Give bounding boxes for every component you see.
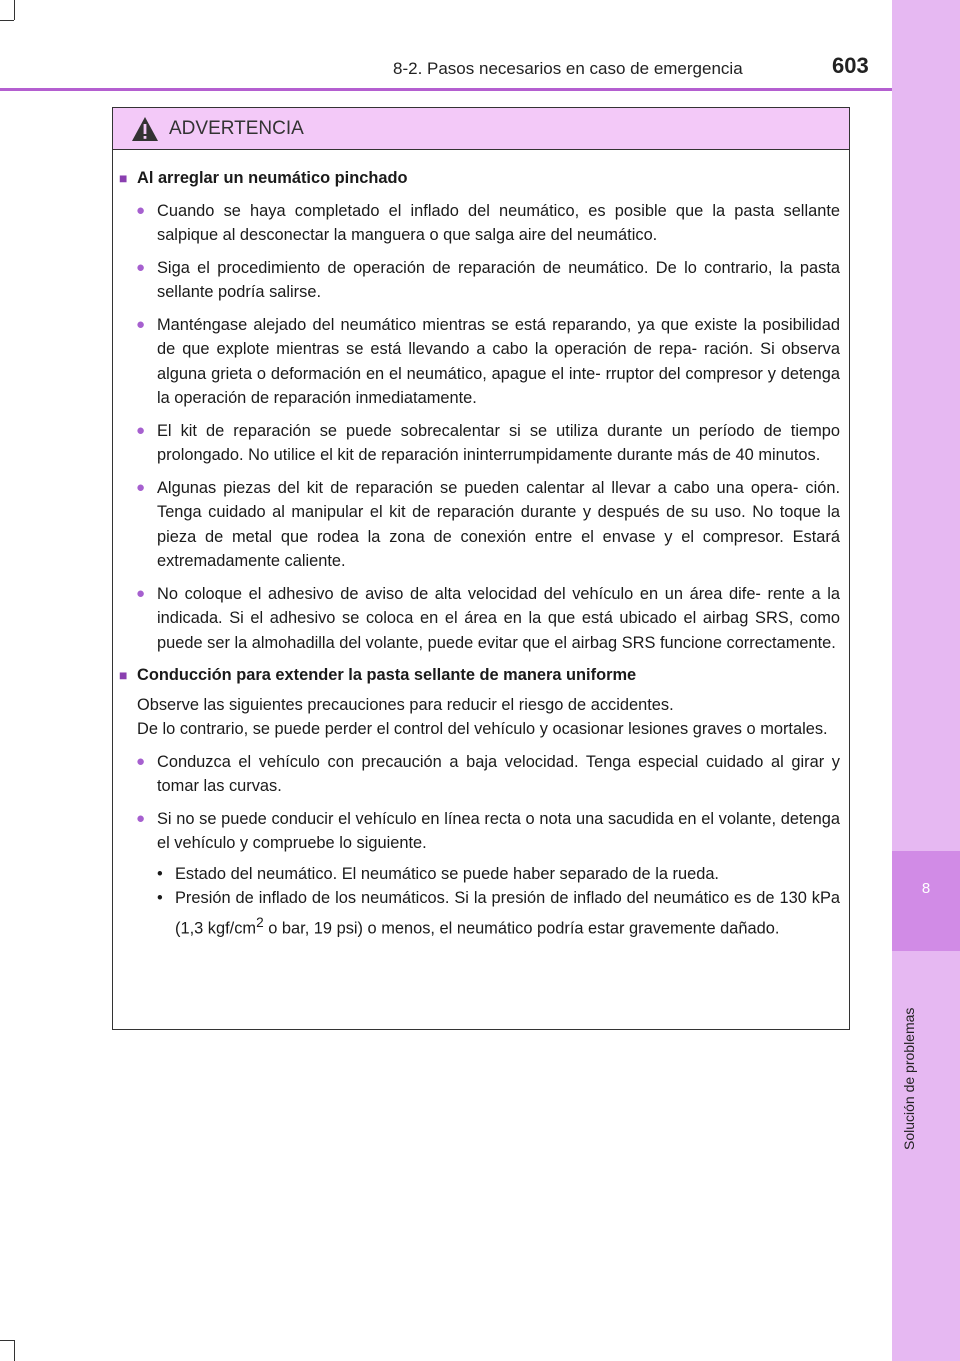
square-bullet-icon: ■: [119, 170, 128, 186]
list-item: ● No coloque el adhesivo de aviso de alta velocidad del vehículo en un área dife- rente a la indicada. Si el adhesivo se coloca en el área en la que está ubicado el airbag SRS, como puede ser la almohadilla del volante, puede evitar que el airbag SRS funcione correctamente.: [119, 582, 840, 656]
warning-triangle-icon: [131, 116, 159, 142]
list-item: ● Conduzca el vehículo con precaución a baja velocidad. Tenga especial cuidado al girar y tomar las curvas.: [119, 750, 840, 799]
list-item: ● Algunas piezas del kit de reparación se pueden calentar al llevar a cabo una opera- ción. Tenga cuidado al manipular el kit de reparación durante y después de su uso. No toque la pieza de metal que rodea la zona de conexión entre el envase y el compresor. Estará extremadamente caliente.: [119, 476, 840, 574]
list-item: ● Si no se puede conducir el vehículo en línea recta o nota una sacudida en el volante, detenga el vehículo y compruebe lo siguiente.: [119, 807, 840, 856]
list-item: ● Cuando se haya completado el inflado del neumático, es posible que la pasta sellante salpique al desconectar la manguera o que salga aire del neumático.: [119, 199, 840, 248]
warning-body: [113, 150, 849, 940]
circle-bullet-icon: ●: [136, 584, 146, 602]
paragraph: De lo contrario, se puede perder el control del vehículo y ocasionar lesiones graves o mortales.: [137, 720, 828, 738]
circle-bullet-icon: ●: [136, 752, 146, 770]
sub-list-item: • Presión de inflado de los neumáticos. Si la presión de inflado del neumático es de 130 kPa (1,3 kgf/$cm^2$ o bar, 19 psi) o menos, el neumático podría estar gravemente dañado.: [157, 889, 840, 937]
header-rule: [0, 88, 892, 91]
chapter-title: Solución de problemas: [901, 1007, 917, 1150]
square-bullet-icon: ■: [119, 667, 128, 683]
circle-bullet-icon: ●: [136, 315, 146, 333]
crop-mark: [14, 0, 15, 20]
section-heading: ■ Al arreglar un neumático pinchado: [119, 166, 840, 191]
list-item: ● El kit de reparación se puede sobrecalentar si se utiliza durante un período de tiempo prolongado. No utilice el kit de reparación ininterrumpidamente durante más de 40 minutos.: [119, 419, 840, 468]
circle-bullet-icon: ●: [136, 201, 146, 219]
crop-mark: [0, 1340, 14, 1341]
circle-bullet-icon: ●: [136, 258, 146, 276]
chapter-tab: [892, 851, 960, 951]
circle-bullet-icon: ●: [136, 478, 146, 496]
circle-bullet-icon: ●: [136, 421, 146, 439]
section-heading: ■ Conducción para extender la pasta sellante de manera uniforme: [119, 663, 840, 688]
warning-header: [113, 108, 849, 150]
list-item: ● Manténgase alejado del neumático mientras se está reparando, ya que existe la posibilidad de que explote mientras se está llevando a cabo la operación de repa- ración. Si observa alguna grieta o deformación en el neumático, apague el inte- rruptor del compresor y detenga la operación de reparación inmediatamente.: [119, 313, 840, 411]
section-title: 8-2. Pasos necesarios en caso de emergencia: [393, 59, 743, 78]
chapter-number: 8: [921, 880, 931, 897]
sub-list-item: • Estado del neumático. El neumático se puede haber separado de la rueda.: [157, 864, 719, 883]
circle-bullet-icon: ●: [136, 809, 146, 827]
crop-mark: [14, 1340, 15, 1361]
warning-box: [112, 107, 850, 1030]
paragraph: Observe las siguientes precauciones para reducir el riesgo de accidentes.: [137, 695, 674, 714]
page-number: 603: [832, 53, 869, 78]
chapter-sidebar: [892, 0, 960, 1361]
warning-title: ADVERTENCIA: [169, 117, 304, 139]
crop-mark: [0, 20, 14, 21]
list-item: ● Siga el procedimiento de operación de reparación de neumático. De lo contrario, la pasta sellante podría salirse.: [119, 256, 840, 305]
